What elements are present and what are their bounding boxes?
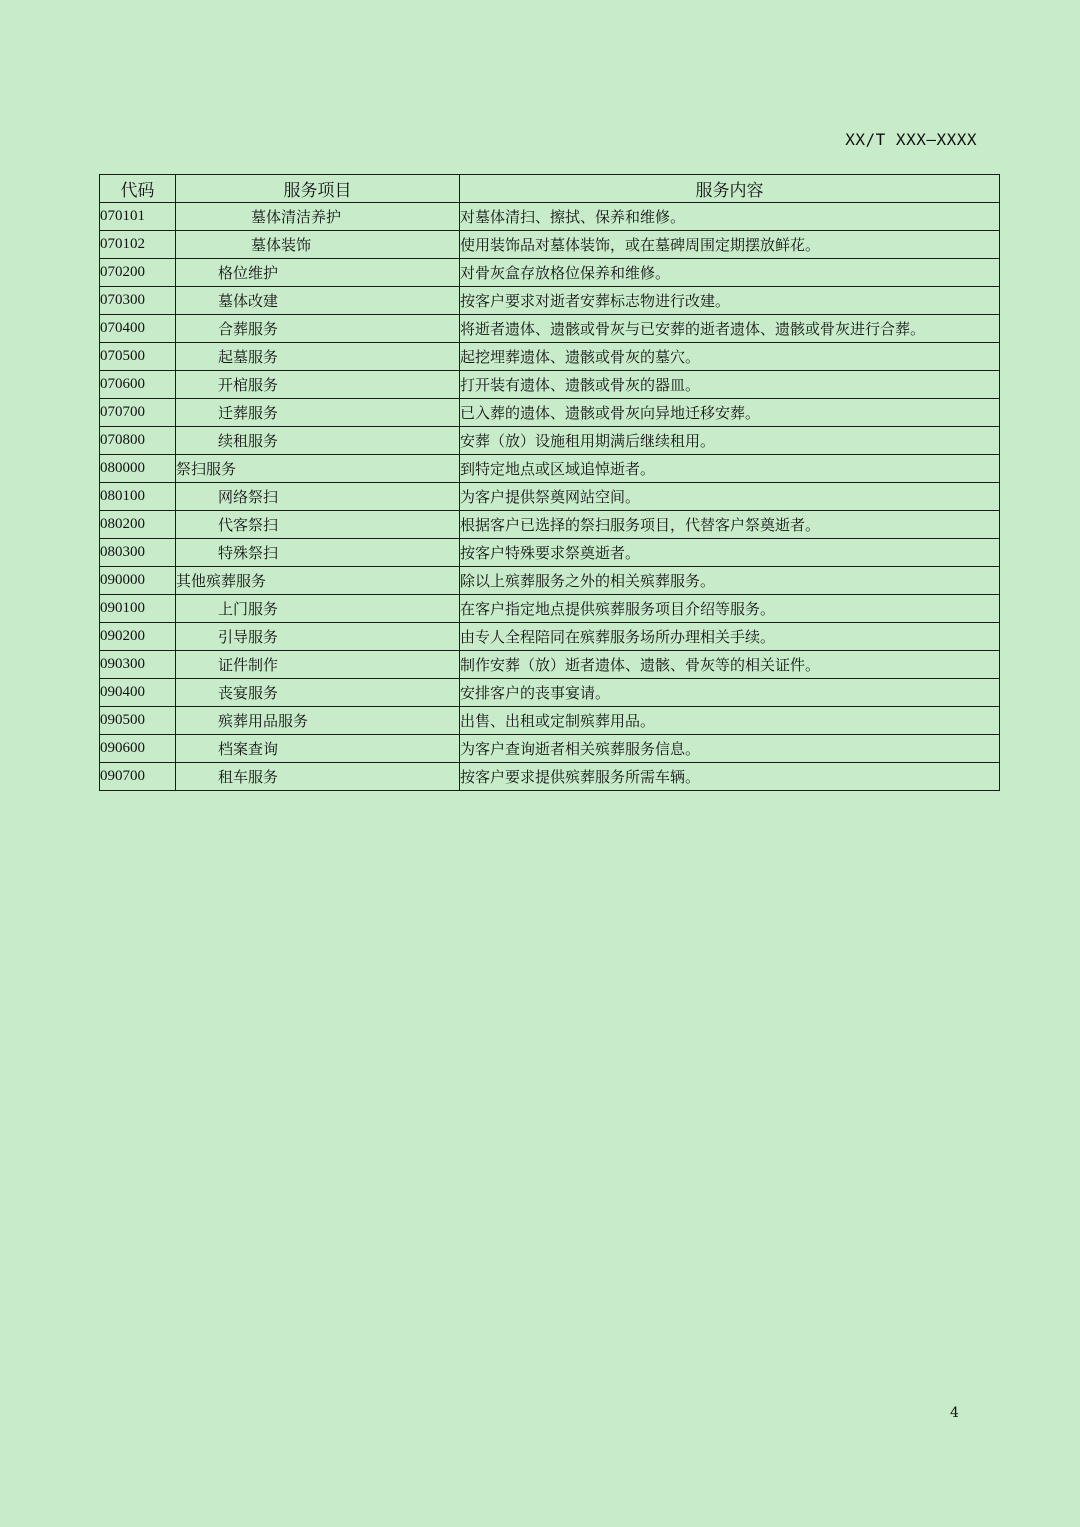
row-code: 070700 — [100, 399, 176, 427]
row-code: 080000 — [100, 455, 176, 483]
row-code: 090200 — [100, 623, 176, 651]
row-service-content: 按客户要求提供殡葬服务所需车辆。 — [460, 763, 1000, 791]
row-service-item: 租车服务 — [176, 763, 460, 791]
document-code: XX/T XXX—XXXX — [845, 130, 977, 149]
row-code: 070500 — [100, 343, 176, 371]
row-service-item: 证件制作 — [176, 651, 460, 679]
column-header-item: 服务项目 — [176, 175, 460, 203]
table-row — [100, 483, 1000, 511]
row-service-item: 档案查询 — [176, 735, 460, 763]
row-code: 070400 — [100, 315, 176, 343]
row-service-content: 对墓体清扫、擦拭、保养和维修。 — [460, 203, 1000, 231]
row-code: 080100 — [100, 483, 176, 511]
row-service-content: 除以上殡葬服务之外的相关殡葬服务。 — [460, 567, 1000, 595]
row-code: 070600 — [100, 371, 176, 399]
row-code: 090700 — [100, 763, 176, 791]
row-service-item: 丧宴服务 — [176, 679, 460, 707]
row-service-content: 为客户提供祭奠网站空间。 — [460, 483, 1000, 511]
table-row — [100, 763, 1000, 791]
table-row — [100, 595, 1000, 623]
row-service-content: 为客户查询逝者相关殡葬服务信息。 — [460, 735, 1000, 763]
table-row — [100, 623, 1000, 651]
table-row — [100, 259, 1000, 287]
table-row — [100, 231, 1000, 259]
row-code: 090600 — [100, 735, 176, 763]
row-service-item: 上门服务 — [176, 595, 460, 623]
row-code: 080300 — [100, 539, 176, 567]
service-table — [99, 174, 1000, 791]
row-service-content: 到特定地点或区域追悼逝者。 — [460, 455, 1000, 483]
row-code: 080200 — [100, 511, 176, 539]
table-body — [100, 203, 1000, 791]
row-service-content: 按客户要求对逝者安葬标志物进行改建。 — [460, 287, 1000, 315]
table-row — [100, 399, 1000, 427]
row-service-item: 墓体改建 — [176, 287, 460, 315]
row-service-content: 出售、出租或定制殡葬用品。 — [460, 707, 1000, 735]
row-code: 090300 — [100, 651, 176, 679]
table-row — [100, 707, 1000, 735]
row-service-item: 特殊祭扫 — [176, 539, 460, 567]
row-service-content: 对骨灰盒存放格位保养和维修。 — [460, 259, 1000, 287]
row-service-item: 墓体清洁养护 — [176, 203, 460, 231]
page-number: 4 — [950, 1405, 959, 1421]
row-service-item: 引导服务 — [176, 623, 460, 651]
row-service-content: 制作安葬（放）逝者遗体、遗骸、骨灰等的相关证件。 — [460, 651, 1000, 679]
row-service-content: 使用装饰品对墓体装饰，或在墓碑周围定期摆放鲜花。 — [460, 231, 1000, 259]
table-header-row — [100, 175, 1000, 203]
row-service-item: 代客祭扫 — [176, 511, 460, 539]
row-service-item: 墓体装饰 — [176, 231, 460, 259]
table-row — [100, 511, 1000, 539]
row-service-content: 已入葬的遗体、遗骸或骨灰向异地迁移安葬。 — [460, 399, 1000, 427]
row-service-content: 安排客户的丧事宴请。 — [460, 679, 1000, 707]
column-header-code: 代码 — [100, 175, 176, 203]
row-service-item: 迁葬服务 — [176, 399, 460, 427]
table-row — [100, 371, 1000, 399]
row-service-item: 续租服务 — [176, 427, 460, 455]
row-service-content: 按客户特殊要求祭奠逝者。 — [460, 539, 1000, 567]
row-service-content: 根据客户已选择的祭扫服务项目，代替客户祭奠逝者。 — [460, 511, 1000, 539]
table-row — [100, 343, 1000, 371]
row-service-content: 在客户指定地点提供殡葬服务项目介绍等服务。 — [460, 595, 1000, 623]
table-row — [100, 651, 1000, 679]
row-code: 090000 — [100, 567, 176, 595]
row-service-content: 打开装有遗体、遗骸或骨灰的器皿。 — [460, 371, 1000, 399]
row-service-item: 格位维护 — [176, 259, 460, 287]
row-service-item: 开棺服务 — [176, 371, 460, 399]
row-service-content: 由专人全程陪同在殡葬服务场所办理相关手续。 — [460, 623, 1000, 651]
table-row — [100, 567, 1000, 595]
table-row — [100, 679, 1000, 707]
row-code: 070200 — [100, 259, 176, 287]
row-service-item: 起墓服务 — [176, 343, 460, 371]
column-header-desc: 服务内容 — [460, 175, 1000, 203]
row-code: 070300 — [100, 287, 176, 315]
row-service-item: 其他殡葬服务 — [176, 567, 460, 595]
row-code: 070102 — [100, 231, 176, 259]
table-row — [100, 539, 1000, 567]
table-row — [100, 203, 1000, 231]
table-row — [100, 735, 1000, 763]
table-row — [100, 455, 1000, 483]
table-row — [100, 315, 1000, 343]
row-code: 090500 — [100, 707, 176, 735]
row-service-item: 祭扫服务 — [176, 455, 460, 483]
row-service-content: 将逝者遗体、遗骸或骨灰与已安葬的逝者遗体、遗骸或骨灰进行合葬。 — [460, 315, 1000, 343]
row-service-content: 安葬（放）设施租用期满后继续租用。 — [460, 427, 1000, 455]
row-code: 090400 — [100, 679, 176, 707]
table-row — [100, 427, 1000, 455]
row-code: 070101 — [100, 203, 176, 231]
row-code: 070800 — [100, 427, 176, 455]
row-service-content: 起挖埋葬遗体、遗骸或骨灰的墓穴。 — [460, 343, 1000, 371]
table-row — [100, 287, 1000, 315]
row-service-item: 合葬服务 — [176, 315, 460, 343]
row-service-item: 殡葬用品服务 — [176, 707, 460, 735]
row-code: 090100 — [100, 595, 176, 623]
row-service-item: 网络祭扫 — [176, 483, 460, 511]
